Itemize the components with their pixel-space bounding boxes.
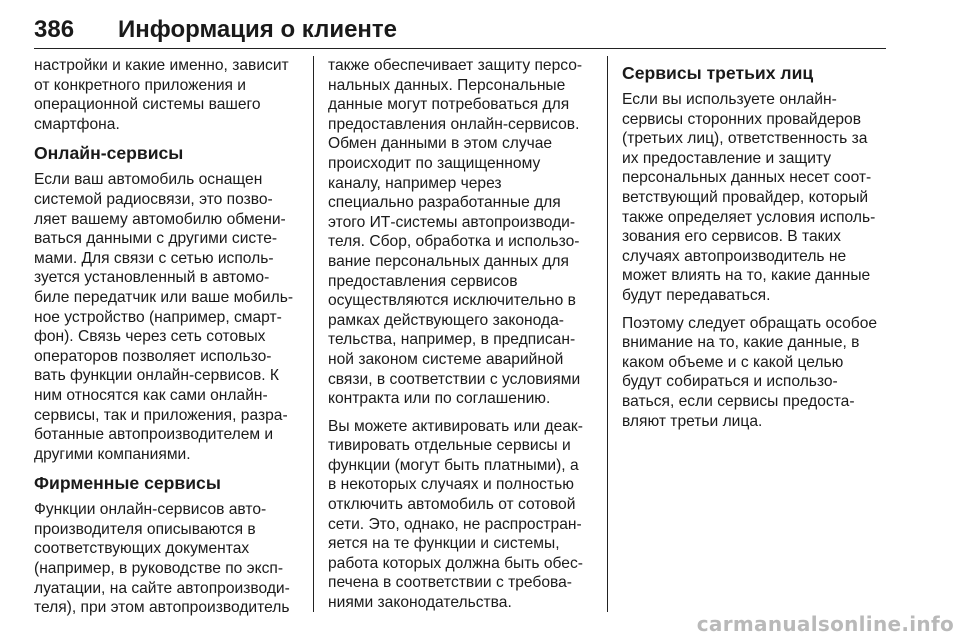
text-line: внимание на то, какие данные, в: [622, 334, 860, 352]
text-line: зуется установленный в автомо-: [34, 269, 270, 287]
text-line: от конкретного приложения и: [34, 76, 247, 94]
text-column-3: [622, 56, 890, 439]
text-line: зования его сервисов. В таких: [622, 228, 841, 246]
text-line: ваться, если сервисы предоста-: [622, 392, 855, 410]
text-line: настройки и какие именно, зависит: [34, 57, 289, 74]
text-line: Функции онлайн-сервисов авто-: [34, 501, 267, 519]
text-line: другими компаниями.: [34, 445, 191, 463]
section-heading: Онлайн-сервисы: [34, 143, 184, 164]
text-line: предоставления сервисов: [328, 272, 518, 290]
text-line: функции (могут быть платными), а: [328, 456, 579, 474]
text-line: связи, в соответствии с условиями: [328, 370, 581, 388]
text-line: (например, в руководстве по эксп-: [34, 560, 284, 578]
paragraph: [34, 500, 300, 618]
paragraph: [622, 90, 890, 306]
text-line: тивировать отдельные сервисы и: [328, 437, 571, 455]
text-line: каналу, например через: [328, 174, 502, 192]
paragraph: [328, 56, 596, 409]
text-line: луатации, на сайте автопроизводи-: [34, 579, 290, 597]
text-line: может влиять на то, какие данные: [622, 267, 871, 285]
text-line: Вы можете активировать или деак-: [328, 417, 583, 435]
text-line: фон). Связь через сеть сотовых: [34, 328, 266, 346]
text-line: контракта или по соглашению.: [328, 390, 551, 408]
text-line: предоставления онлайн-сервисов.: [328, 115, 580, 133]
text-line: ной законом системе аварийной: [328, 350, 564, 368]
text-line: вать функции онлайн-сервисов. К: [34, 367, 279, 385]
text-line: производителя описываются в: [34, 520, 256, 538]
text-line: сети. Это, однако, не распростран-: [328, 515, 582, 533]
text-line: персональных данных несет соот-: [622, 169, 872, 187]
page-header: [34, 6, 886, 49]
text-line: их предоставление и защиту: [622, 149, 832, 167]
text-line: операторов позволяет использо-: [34, 347, 272, 365]
section-heading: Сервисы третьих лиц: [622, 63, 814, 83]
text-line: ветствующий провайдер, который: [622, 188, 869, 206]
text-line: тельства, например, в предписан-: [328, 331, 576, 349]
text-line: ним относятся как сами онлайн-: [34, 386, 268, 404]
text-line: ваться данными с другими систе-: [34, 230, 278, 248]
text-line: яется на те функции и системы,: [328, 535, 560, 553]
text-line: сервисы, так и приложения, разра-: [34, 406, 288, 424]
text-line: ботанные автопроизводителем и: [34, 426, 274, 444]
text-line: печена в соответствии с требова-: [328, 574, 572, 592]
text-line: ное устройство (например, смарт-: [34, 308, 282, 326]
text-line: системой радиосвязи, это позво-: [34, 190, 273, 208]
text-line: отключить автомобиль от сотовой: [328, 496, 576, 514]
section-heading: Фирменные сервисы: [34, 473, 221, 494]
paragraph: [34, 170, 300, 464]
text-line: будут собираться и использо-: [622, 373, 838, 391]
text-line: операционной системы вашего: [34, 96, 261, 114]
text-column-1: [34, 56, 300, 626]
text-line: Поэтому следует обращать особое: [622, 314, 878, 332]
watermark: carmanualsonline.info: [696, 612, 954, 636]
text-line: рамках действующего законода-: [328, 311, 564, 329]
page-title: Информация о клиенте: [118, 16, 398, 43]
column-divider: [313, 56, 314, 612]
text-line: также обеспечивает защиту персо-: [328, 57, 583, 74]
text-line: теля), при этом автопроизводитель: [34, 599, 290, 617]
text-line: работа которых должна быть обес-: [328, 554, 583, 572]
text-line: в некоторых случаях и полностью: [328, 476, 574, 494]
text-line: осуществляются исключительно в: [328, 292, 576, 310]
text-line: теля. Сбор, обработка и использо-: [328, 233, 580, 251]
text-column-2: [328, 56, 596, 621]
text-line: вляют третьи лица.: [622, 412, 763, 430]
text-line: специально разработанные для: [328, 194, 561, 212]
text-line: этого ИТ-системы автопроизводи-: [328, 213, 576, 231]
text-line: Обмен данными в этом случае: [328, 135, 553, 153]
text-line: мами. Для связи с сетью исполь-: [34, 249, 274, 267]
text-line: вание персональных данных для: [328, 252, 569, 270]
text-line: Если вы используете онлайн-: [622, 91, 837, 108]
text-line: соответствующих документах: [34, 540, 250, 558]
text-line: сервисы сторонних провайдеров: [622, 110, 861, 128]
text-line: биле передатчик или ваше мобиль-: [34, 288, 294, 306]
text-line: Если ваш автомобиль оснащен: [34, 171, 263, 189]
text-line: данные могут потребоваться для: [328, 96, 570, 114]
text-line: ниями законодательства.: [328, 594, 512, 612]
text-line: (третьих лиц), ответственность за: [622, 130, 868, 148]
text-line: каком объеме и с какой целью: [622, 353, 844, 371]
paragraph: [328, 417, 596, 613]
text-line: происходит по защищенному: [328, 154, 541, 172]
page-number: 386: [34, 16, 75, 43]
text-line: нальных данных. Персональные: [328, 76, 566, 94]
text-line: случаях автопроизводитель не: [622, 247, 847, 265]
paragraph: [34, 56, 300, 134]
text-line: будут передаваться.: [622, 286, 771, 304]
paragraph: [622, 314, 890, 432]
text-line: также определяет условия исполь-: [622, 208, 876, 226]
text-line: ляет вашему автомобилю обмени-: [34, 210, 286, 228]
text-line: смартфона.: [34, 115, 120, 133]
column-divider: [607, 56, 608, 612]
